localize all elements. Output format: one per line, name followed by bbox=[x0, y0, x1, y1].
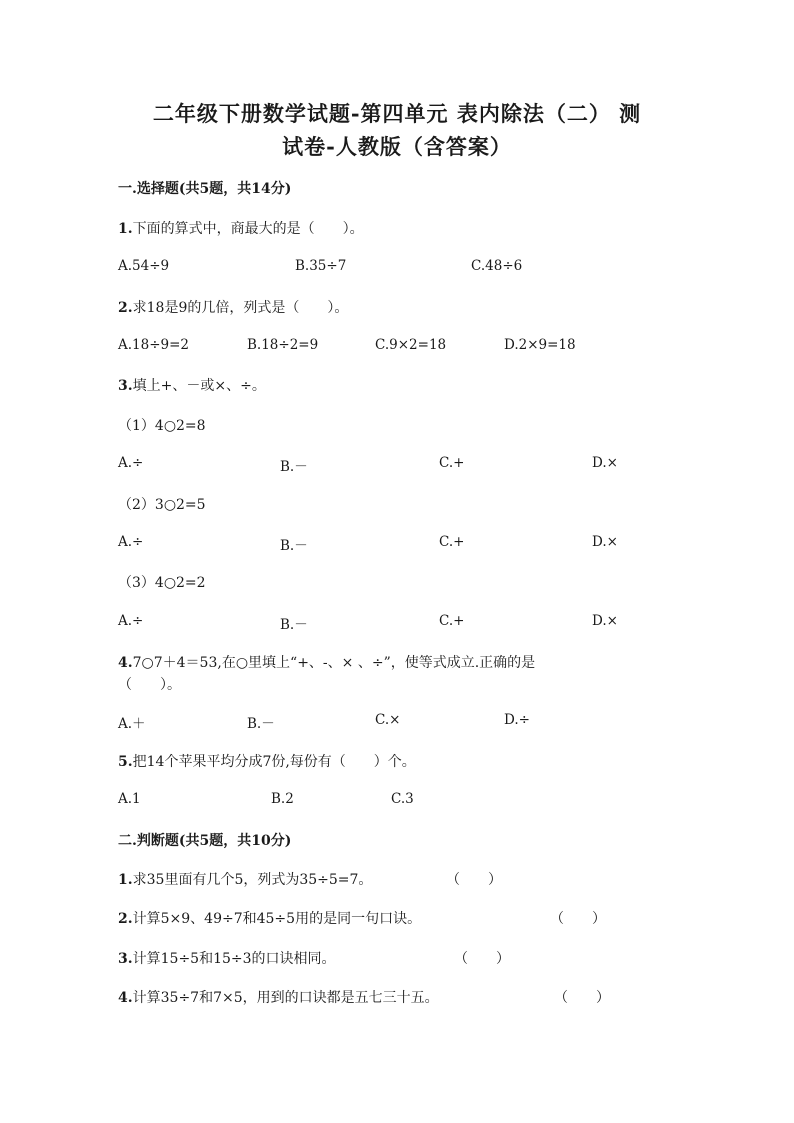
q2-option-b: B.18÷2=9 bbox=[247, 337, 319, 353]
q3-sub2-text: （2）3○2=5 bbox=[118, 497, 206, 513]
question-number: 1. bbox=[118, 221, 133, 237]
question-text: 下面的算式中，商最大的是（ ）。 bbox=[132, 221, 364, 237]
answer-blank[interactable]: （ ） bbox=[446, 872, 502, 888]
question-2 bbox=[118, 297, 348, 317]
question-3 bbox=[118, 375, 266, 395]
q3-sub3-option-d: D.× bbox=[592, 613, 618, 629]
q3-sub1-text: （1）4○2=8 bbox=[118, 418, 206, 434]
q4-option-d: D.÷ bbox=[504, 712, 530, 728]
question-number: 2. bbox=[118, 300, 133, 316]
judge-item-4 bbox=[118, 987, 439, 1007]
question-4-continuation: （ ）。 bbox=[118, 677, 181, 693]
q1-option-b: B.35÷7 bbox=[295, 258, 347, 274]
q2-option-a: A.18÷9=2 bbox=[118, 337, 190, 353]
question-number: 5. bbox=[118, 754, 133, 770]
answer-blank[interactable]: （ ） bbox=[454, 951, 510, 967]
judge-item-3 bbox=[118, 948, 336, 968]
judge-item-2 bbox=[118, 908, 421, 928]
question-text: 求35里面有几个5，列式为35÷5=7。 bbox=[132, 872, 373, 888]
q3-sub3-text: （3）4○2=2 bbox=[118, 575, 206, 591]
answer-blank[interactable]: （ ） bbox=[554, 990, 610, 1006]
question-text: 填上+、－或×、÷。 bbox=[132, 378, 266, 394]
question-number: 3. bbox=[118, 378, 133, 394]
q5-option-b: B.2 bbox=[271, 791, 294, 807]
section1-heading: 一.选择题(共5题，共14分) bbox=[118, 181, 292, 197]
q4-option-c: C.× bbox=[375, 712, 401, 728]
question-text: 计算35÷7和7×5，用到的口诀都是五七三十五。 bbox=[132, 990, 439, 1006]
q3-sub3-option-b: B.－ bbox=[280, 617, 308, 633]
question-text: 7○7＋4＝53,在○里填上“+、-、× 、÷”，使等式成立.正确的是 bbox=[132, 655, 536, 671]
question-5 bbox=[118, 751, 416, 771]
answer-blank[interactable]: （ ） bbox=[550, 911, 606, 927]
q5-option-a: A.1 bbox=[118, 791, 141, 807]
question-number: 4. bbox=[118, 655, 133, 671]
q3-sub3-option-c: C.+ bbox=[439, 613, 465, 629]
q4-option-b: B.－ bbox=[247, 716, 275, 732]
question-number: 2. bbox=[118, 911, 133, 927]
q2-option-c: C.9×2=18 bbox=[375, 337, 447, 353]
q3-sub1-option-a: A.÷ bbox=[118, 455, 144, 471]
q1-option-c: C.48÷6 bbox=[471, 258, 523, 274]
q3-sub2-option-c: C.+ bbox=[439, 534, 465, 550]
section2-heading: 二.判断题(共5题，共10分) bbox=[118, 833, 292, 849]
q2-option-d: D.2×9=18 bbox=[504, 337, 576, 353]
question-4 bbox=[118, 652, 535, 672]
page-title-line2: 试卷-人教版（含答案） bbox=[282, 134, 512, 159]
q3-sub2-option-b: B.－ bbox=[280, 538, 308, 554]
question-number: 1. bbox=[118, 872, 133, 888]
page-title-line1: 二年级下册数学试题-第四单元 表内除法（二） 测 bbox=[152, 101, 642, 126]
q3-sub1-option-c: C.+ bbox=[439, 455, 465, 471]
question-text: 求18是9的几倍，列式是（ ）。 bbox=[132, 300, 349, 316]
q3-sub2-option-a: A.÷ bbox=[118, 534, 144, 550]
q3-sub1-option-d: D.× bbox=[592, 455, 618, 471]
q3-sub1-option-b: B.－ bbox=[280, 459, 308, 475]
question-text: 计算5×9、49÷7和45÷5用的是同一句口诀。 bbox=[132, 911, 422, 927]
question-text: 把14个苹果平均分成7份,每份有（ ）个。 bbox=[132, 754, 416, 770]
question-text: 计算15÷5和15÷3的口诀相同。 bbox=[132, 951, 336, 967]
question-number: 3. bbox=[118, 951, 133, 967]
q5-option-c: C.3 bbox=[391, 791, 414, 807]
q3-sub2-option-d: D.× bbox=[592, 534, 618, 550]
q4-option-a: A.＋ bbox=[118, 716, 146, 732]
q1-option-a: A.54÷9 bbox=[118, 258, 170, 274]
q3-sub3-option-a: A.÷ bbox=[118, 613, 144, 629]
question-1 bbox=[118, 218, 364, 238]
judge-item-1 bbox=[118, 869, 372, 889]
question-number: 4. bbox=[118, 990, 133, 1006]
